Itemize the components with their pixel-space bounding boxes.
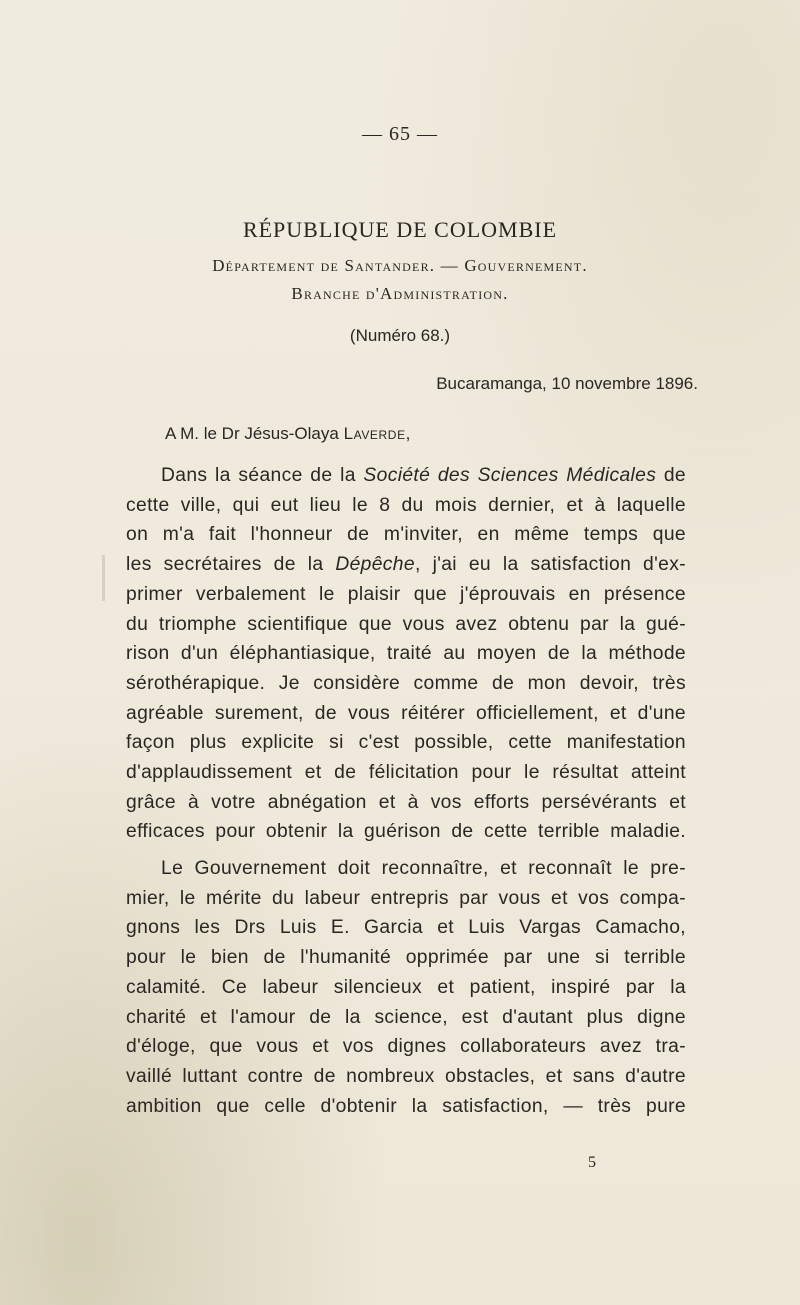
paragraph-1-line: cette ville, qui eut lieu le 8 du mois dernier, et à laquelle: [126, 494, 686, 516]
paragraph-1-line: on m'a fait l'honneur de m'inviter, en même temps que: [126, 524, 686, 546]
margin-mark: [102, 555, 105, 601]
newspaper-name: Dépêche: [335, 554, 415, 576]
paragraph-1-line: d'applaudissement et de félicitation pour le résultat atteint: [126, 762, 686, 784]
paragraph-2-line: calamité. Ce labeur silencieux et patient, inspiré par la: [126, 976, 686, 998]
paragraph-2-line: Le Gouvernement doit reconnaître, et reconnaît le pre-: [161, 858, 686, 879]
paragraph-1: [126, 461, 686, 847]
text-segment: les secrétaires de la: [126, 554, 336, 576]
text-segment: Dans la séance de la: [161, 465, 364, 486]
paragraph-1-line: du triomphe scientifique que vous avez obtenu par la gué-: [126, 613, 686, 635]
paragraph-2-line: d'éloge, que vous et vos dignes collaborateurs avez tra-: [126, 1036, 686, 1058]
branch-line: Branche d'Administration.: [291, 284, 509, 303]
paragraph-2: [126, 854, 686, 1121]
document-title: RÉPUBLIQUE DE COLOMBIE: [242, 217, 558, 242]
paragraph-1-line: [126, 461, 686, 491]
recipient-surname: Laverde,: [343, 424, 411, 443]
paragraph-2-line: ambition que celle d'obtenir la satisfaction, — très pure: [126, 1095, 686, 1117]
department-line: Département de Santander. — Gouvernement.: [212, 256, 588, 275]
paragraph-2-line: charité et l'amour de la science, est d'autant plus digne: [126, 1006, 686, 1028]
paragraph-1-line: façon plus explicite si c'est possible, cette manifestation: [126, 732, 686, 754]
place-date: Bucaramanga, 10 novembre 1896.: [436, 374, 698, 393]
recipient-line: [165, 424, 411, 444]
paragraph-1-line: agréable surement, de vous réitérer officiellement, et d'une: [126, 702, 686, 724]
document-number: (Numéro 68.): [349, 326, 451, 345]
text-segment: , j'ai eu la satisfaction d'ex-: [414, 554, 686, 576]
recipient-prefix: A M. le Dr Jésus-Olaya: [165, 424, 344, 443]
signature-number: 5: [588, 1154, 596, 1171]
paragraph-2-line: vaillé luttant contre de nombreux obstacles, et sans d'autre: [126, 1065, 686, 1087]
paragraph-1-line: primer verbalement le plaisir que j'éprouvais en présence: [126, 583, 686, 605]
paragraph-2-line: mier, le mérite du labeur entrepris par vous et vos compa-: [126, 887, 686, 909]
paragraph-1-line: [126, 550, 686, 580]
society-name: Société des Sciences Médicales: [363, 465, 657, 486]
paragraph-1-line: rison d'un éléphantiasique, traité au moyen de la méthode: [126, 643, 686, 665]
paragraph-1-line: grâce à votre abnégation et à vos efforts persévérants et: [126, 791, 686, 813]
paragraph-2-line: gnons les Drs Luis E. Garcia et Luis Vargas Camacho,: [126, 917, 686, 939]
text-segment: de: [656, 465, 686, 486]
page-number: — 65 —: [362, 123, 438, 145]
paragraph-1-line: efficaces pour obtenir la guérison de cette terrible maladie.: [126, 821, 686, 843]
paragraph-1-line: sérothérapique. Je considère comme de mon devoir, très: [126, 672, 686, 694]
paragraph-2-line: pour le bien de l'humanité opprimée par une si terrible: [126, 947, 686, 969]
